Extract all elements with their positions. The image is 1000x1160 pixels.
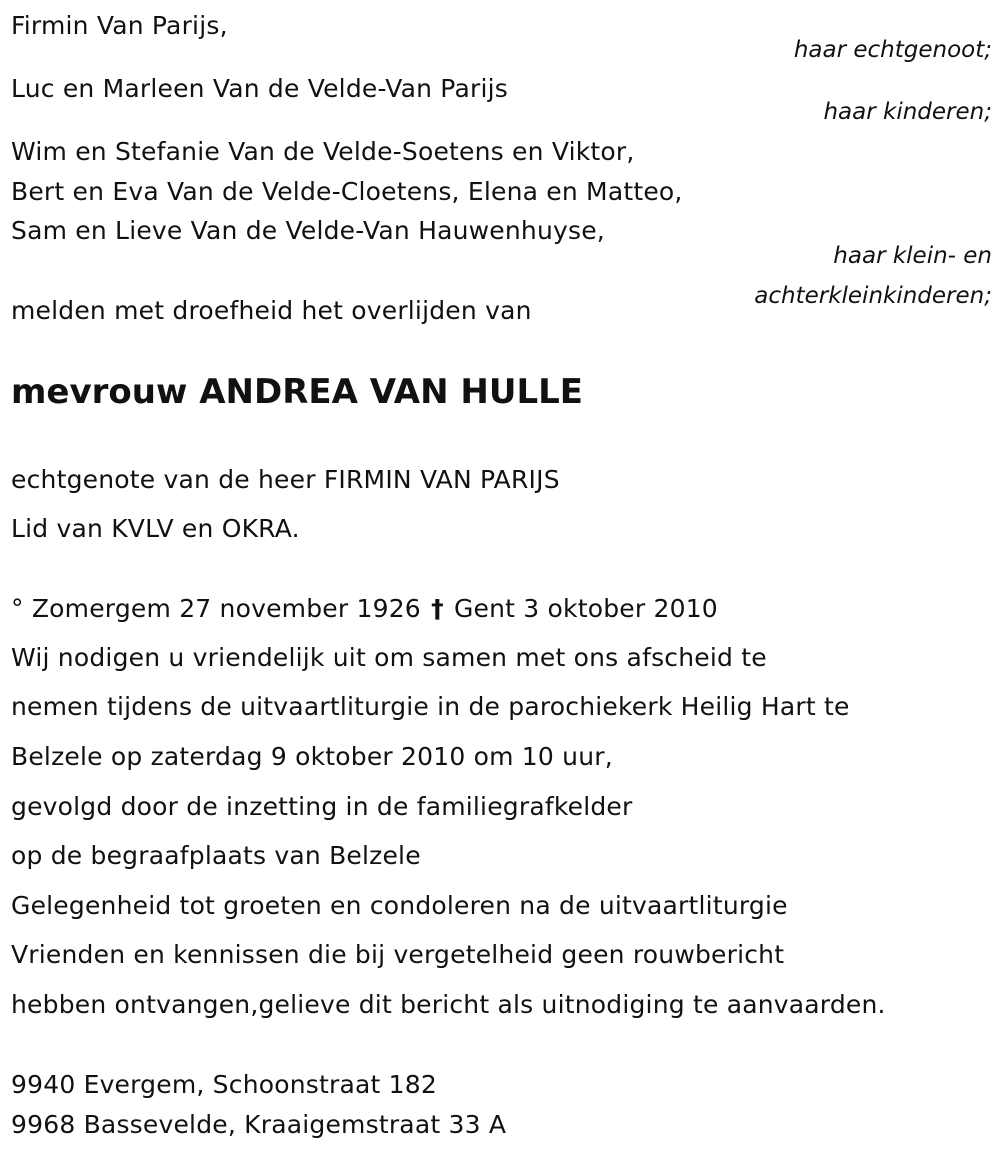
grandchildren-role-line-2: achterkleinkinderen; [754, 283, 992, 309]
invitation-line: gevolgd door de inzetting in de familiegrafkelder [11, 792, 633, 821]
grandchildren-line: Sam en Lieve Van de Velde-Van Hauwenhuyse, [11, 216, 605, 245]
address-line: 9940 Evergem, Schoonstraat 182 [11, 1070, 437, 1099]
spouse-relation: echtgenote van de heer FIRMIN VAN PARIJS [11, 465, 560, 494]
cross-icon: † [431, 594, 444, 623]
grandchildren-role-line-1: haar klein- en [833, 243, 992, 269]
invitation-line: op de begraafplaats van Belzele [11, 841, 421, 870]
membership: Lid van KVLV en OKRA. [11, 514, 300, 543]
deceased-name: mevrouw ANDREA VAN HULLE [11, 372, 584, 412]
announcement-text: melden met droefheid het overlijden van [11, 296, 532, 325]
spouse-name: Firmin Van Parijs, [11, 11, 228, 40]
children-names: Luc en Marleen Van de Velde-Van Parijs [11, 74, 508, 103]
invitation-line: Belzele op zaterdag 9 oktober 2010 om 10 uur, [11, 742, 613, 771]
birth-info: ° Zomergem 27 november 1926 [11, 594, 421, 623]
death-info: Gent 3 oktober 2010 [453, 594, 718, 623]
invitation-line: Vrienden en kennissen die bij vergetelheid geen rouwbericht [11, 940, 785, 969]
invitation-line: nemen tijdens de uitvaartliturgie in de parochiekerk Heilig Hart te [11, 692, 850, 721]
grandchildren-line: Bert en Eva Van de Velde-Cloetens, Elena en Matteo, [11, 177, 683, 206]
grandchildren-line: Wim en Stefanie Van de Velde-Soetens en Viktor, [11, 137, 635, 166]
invitation-line: Gelegenheid tot groeten en condoleren na de uitvaartliturgie [11, 891, 788, 920]
invitation-line: hebben ontvangen,gelieve dit bericht als uitnodiging te aanvaarden. [11, 990, 886, 1019]
life-dates [11, 594, 718, 624]
children-role: haar kinderen; [823, 99, 992, 125]
address-line: 9968 Bassevelde, Kraaigemstraat 33 A [11, 1110, 507, 1139]
invitation-line: Wij nodigen u vriendelijk uit om samen met ons afscheid te [11, 643, 767, 672]
spouse-role: haar echtgenoot; [793, 37, 992, 63]
